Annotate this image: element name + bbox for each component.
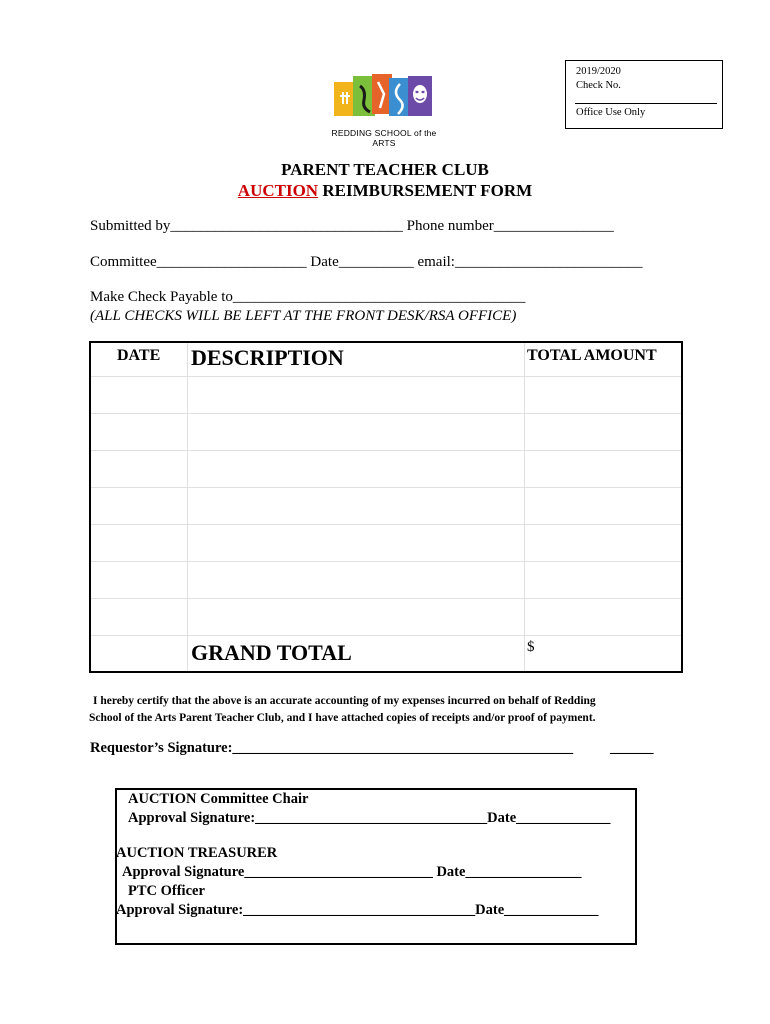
auction-word: AUCTION bbox=[237, 181, 319, 200]
ptc-officer-title: PTC Officer bbox=[128, 883, 205, 899]
requestor-signature-label: Requestor’s Signature:_______________________________________________ bbox=[90, 740, 574, 756]
chair-signature-field[interactable]: Approval Signature:________________________________Date_____________ bbox=[128, 810, 611, 826]
form-title-line2 bbox=[0, 181, 770, 201]
certify-line1: I hereby certify that the above is an accurate accounting of my expenses incurred on behalf of Redding bbox=[93, 695, 596, 707]
school-logo bbox=[320, 72, 448, 148]
grand-total-dollar[interactable]: $ bbox=[527, 639, 535, 655]
chair-title: AUCTION Committee Chair bbox=[128, 791, 309, 807]
treasurer-signature-field[interactable]: Approval Signature__________________________ Date________________ bbox=[122, 864, 582, 880]
office-year: 2019/2020 bbox=[576, 66, 621, 77]
ptc-signature-field[interactable]: Approval Signature:________________________________Date_____________ bbox=[116, 902, 599, 918]
table-row-divider bbox=[91, 524, 681, 525]
make-check-payable-field[interactable]: Make Check Payable to_______________________________________ bbox=[90, 289, 526, 305]
office-use-label: Office Use Only bbox=[576, 107, 646, 118]
date-header: DATE bbox=[117, 347, 161, 364]
check-number-label: Check No. bbox=[576, 80, 621, 91]
total-amount-header: TOTAL AMOUNT bbox=[527, 347, 657, 364]
expense-table bbox=[89, 341, 683, 673]
table-row-divider bbox=[91, 598, 681, 599]
form-title-rest: REIMBURSEMENT FORM bbox=[318, 181, 533, 200]
table-row-divider bbox=[91, 413, 681, 414]
treasurer-title: AUCTION TREASURER bbox=[116, 845, 278, 861]
submitted-by-field[interactable]: Submitted by_______________________________ Phone number________________ bbox=[90, 218, 614, 234]
form-title-line1: PARENT TEACHER CLUB bbox=[281, 160, 489, 179]
description-header: DESCRIPTION bbox=[191, 345, 344, 370]
check-number-line bbox=[575, 103, 717, 104]
table-col-divider bbox=[524, 343, 525, 671]
requestor-signature-field[interactable]: Requestor’s Signature:_______________________________________________ ______ bbox=[90, 740, 654, 756]
table-row-divider bbox=[91, 450, 681, 451]
grand-total-label: GRAND TOTAL bbox=[191, 640, 352, 665]
checks-note: (ALL CHECKS WILL BE LEFT AT THE FRONT DESK/RSA OFFICE) bbox=[90, 308, 517, 324]
table-row-divider bbox=[91, 376, 681, 377]
table-row-divider bbox=[91, 487, 681, 488]
logo-text: REDDING SCHOOL of the ARTS bbox=[331, 128, 437, 148]
table-row-divider bbox=[91, 635, 681, 636]
approval-box bbox=[115, 788, 637, 945]
committee-field[interactable]: Committee____________________ Date__________ email:_________________________ bbox=[90, 254, 643, 270]
certify-line2: School of the Arts Parent Teacher Club, and I have attached copies of receipts and/or proof of payment. bbox=[89, 712, 596, 724]
table-col-divider bbox=[187, 343, 188, 671]
school-logo-icon bbox=[320, 72, 448, 128]
office-use-box bbox=[565, 60, 723, 129]
table-row-divider bbox=[91, 561, 681, 562]
